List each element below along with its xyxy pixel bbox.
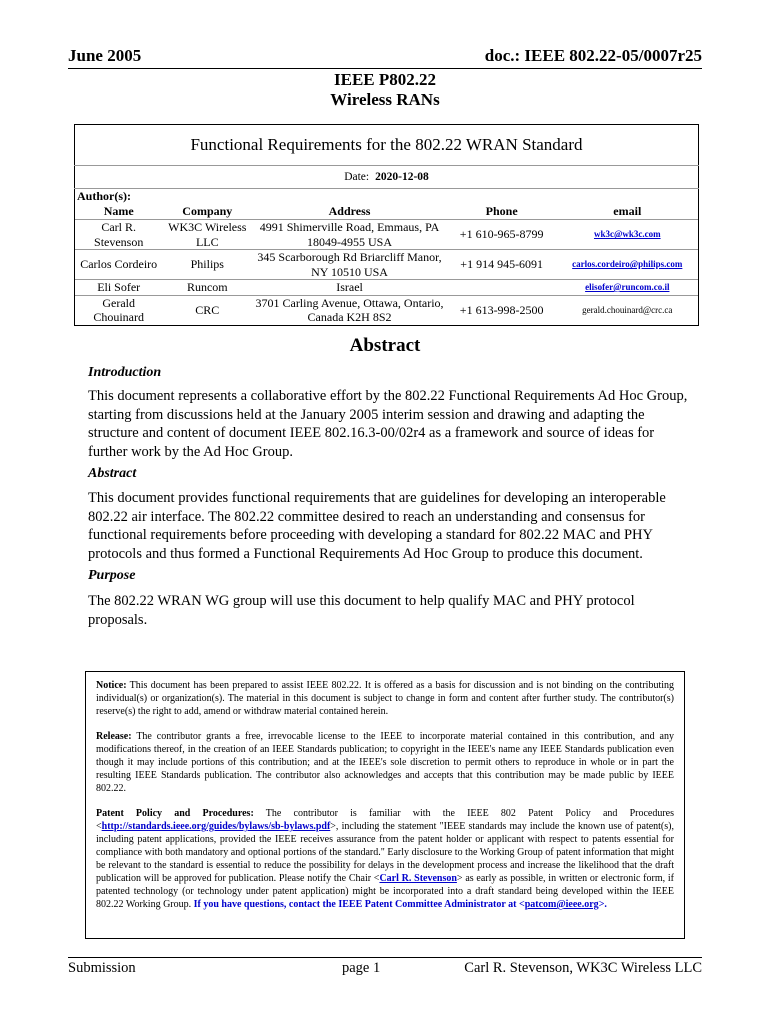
col-header-company: Company bbox=[182, 204, 233, 218]
abstract-text: This document provides functional requirements that are guidelines for developing an interoperable 802.22 air interface. The 802.22 committee desired to reach an understanding and consensus for functional requirements before proceeding with developing a standard for 802.22 MAC and PHY protocols and thus formed a Functional Requirements Ad Hoc Group to produce this document. bbox=[88, 490, 666, 562]
bylaws-link[interactable]: http://standards.ieee.org/guides/bylaws/sb-bylaws.pdf bbox=[101, 821, 331, 832]
author-address: 345 Scarborough Rd Briarcliff Manor, NY 10510 USA bbox=[252, 250, 447, 280]
col-header-address: Address bbox=[328, 204, 371, 218]
author-address: 4991 Shimerville Road, Emmaus, PA 18049-4955 USA bbox=[252, 220, 447, 250]
abstract-title: Abstract bbox=[349, 335, 421, 356]
author-name: Eli Sofer bbox=[75, 280, 163, 296]
abstract-heading: Abstract bbox=[88, 466, 137, 481]
col-header-phone: Phone bbox=[485, 204, 518, 218]
patent-end: >. bbox=[598, 899, 607, 910]
footer-submission: Submission bbox=[68, 960, 136, 976]
author-name: Carl R. Stevenson bbox=[75, 220, 163, 250]
notice-text: This document has been prepared to assist IEEE 802.22. It is offered as a basis for discussion and is not binding on the contributing individual(s) or organization(s). The material in this document is subject to change in form and content after further study. The contributor(s) reserve(s) the right to add, amend or withdraw material contained herein. bbox=[96, 680, 674, 717]
author-phone bbox=[447, 280, 557, 296]
author-address: 3701 Carling Avenue, Ottawa, Ontario, Canada K2H 8S2 bbox=[252, 295, 447, 325]
table-row bbox=[75, 250, 699, 280]
footer-page-number: page 1 bbox=[342, 960, 381, 976]
patent-text-3: > as early as possible, in written or electronic form, if patented technology (or technology under patent application) might be incorporated into a draft standard being developed within the IEEE 802.22 Working Group. bbox=[96, 873, 674, 910]
notice-paragraph bbox=[96, 679, 674, 718]
introduction-text: This document represents a collaborative effort by the 802.22 Functional Requirements Ad Hoc Group, starting from discussions held at the January 2005 interim session and drawing and adapting the structure and content of document IEEE 802.16.3-00/02r4 as a framework and source of ideas for further work by the Ad Hoc Group. bbox=[88, 388, 688, 460]
author-company: WK3C Wireless LLC bbox=[162, 220, 252, 250]
date-cell bbox=[75, 166, 699, 189]
author-company: Philips bbox=[162, 250, 252, 280]
table-row bbox=[75, 220, 699, 250]
author-phone: +1 610-965-8799 bbox=[447, 220, 557, 250]
footer-rule bbox=[68, 957, 702, 958]
author-email-link[interactable]: elisofer@runcom.co.il bbox=[557, 280, 699, 296]
release-label: Release: bbox=[96, 731, 132, 742]
header-date: June 2005 bbox=[68, 46, 142, 65]
author-email: gerald.chouinard@crc.ca bbox=[557, 295, 699, 325]
author-phone: +1 613-998-2500 bbox=[447, 295, 557, 325]
notice-label: Notice: bbox=[96, 680, 127, 691]
page-header bbox=[68, 46, 702, 68]
title-line-2: Wireless RANs bbox=[330, 90, 440, 109]
patent-contact-text: If you have questions, contact the IEEE Patent Committee Administrator at < bbox=[193, 899, 525, 910]
author-name: Carlos Cordeiro bbox=[75, 250, 163, 280]
date-label: Date: bbox=[344, 171, 370, 183]
header-rule bbox=[68, 68, 702, 69]
release-paragraph bbox=[96, 730, 674, 795]
author-email-link[interactable]: wk3c@wk3c.com bbox=[557, 220, 699, 250]
footer-author: Carl R. Stevenson, WK3C Wireless LLC bbox=[464, 960, 702, 976]
author-name: Gerald Chouinard bbox=[75, 295, 163, 325]
chair-link[interactable]: Carl R. Stevenson bbox=[379, 873, 457, 884]
notice-box bbox=[85, 671, 685, 939]
author-email-link[interactable]: carlos.cordeiro@philips.com bbox=[557, 250, 699, 280]
header-doc-number: doc.: IEEE 802.22-05/0007r25 bbox=[484, 46, 702, 65]
purpose-text: The 802.22 WRAN WG group will use this document to help qualify MAC and PHY protocol proposals. bbox=[88, 593, 635, 628]
patent-paragraph bbox=[96, 807, 674, 911]
purpose-heading: Purpose bbox=[88, 568, 136, 583]
introduction-heading: Introduction bbox=[88, 365, 162, 380]
authors-label: Author(s): bbox=[75, 189, 699, 205]
title-block bbox=[0, 70, 770, 110]
author-company: CRC bbox=[162, 295, 252, 325]
release-text: The contributor grants a free, irrevocable license to the IEEE to incorporate material contained in this contribution, and any modifications thereof, in the creation of an IEEE Standards publication; to copyright in the IEEE's name any IEEE Standards publication even though it may include portions of this contribution; and at the IEEE's sole discretion to permit others to reproduce in whole or in part the resulting IEEE Standards publication. The contributor also acknowledges and accepts that this contribution may be made public by IEEE 802.22. bbox=[96, 731, 674, 794]
cover-table bbox=[74, 124, 699, 326]
author-company: Runcom bbox=[162, 280, 252, 296]
date-value: 2020-12-08 bbox=[375, 171, 429, 183]
col-header-email: email bbox=[557, 204, 699, 220]
table-row bbox=[75, 280, 699, 296]
patcom-link[interactable]: patcom@ieee.org bbox=[524, 899, 599, 910]
patent-label: Patent Policy and Procedures: bbox=[96, 808, 254, 819]
title-line-1: IEEE P802.22 bbox=[333, 70, 437, 89]
document-title: Functional Requirements for the 802.22 WRAN Standard bbox=[75, 125, 699, 166]
patent-text-1: The contributor is familiar with the IEEE 802 Patent Policy and Procedures < bbox=[96, 808, 675, 832]
author-phone: +1 914 945-6091 bbox=[447, 250, 557, 280]
col-header-name: Name bbox=[75, 204, 163, 220]
table-row bbox=[75, 295, 699, 325]
patent-text-2: >, including the statement "IEEE standards may include the known use of patent(s), including patent applications, provided the IEEE receives assurance from the patent holder or applicant with respect to patents essential for compliance with both mandatory and optional portions of the standard." Early disclosure to the Working Group of patent information that might be relevant to the standard is essential to reduce the possibility for delays in the development process and increase the likelihood that the draft publication will be approved for publication. Please notify the Chair < bbox=[96, 821, 674, 884]
author-address: Israel bbox=[252, 280, 447, 296]
